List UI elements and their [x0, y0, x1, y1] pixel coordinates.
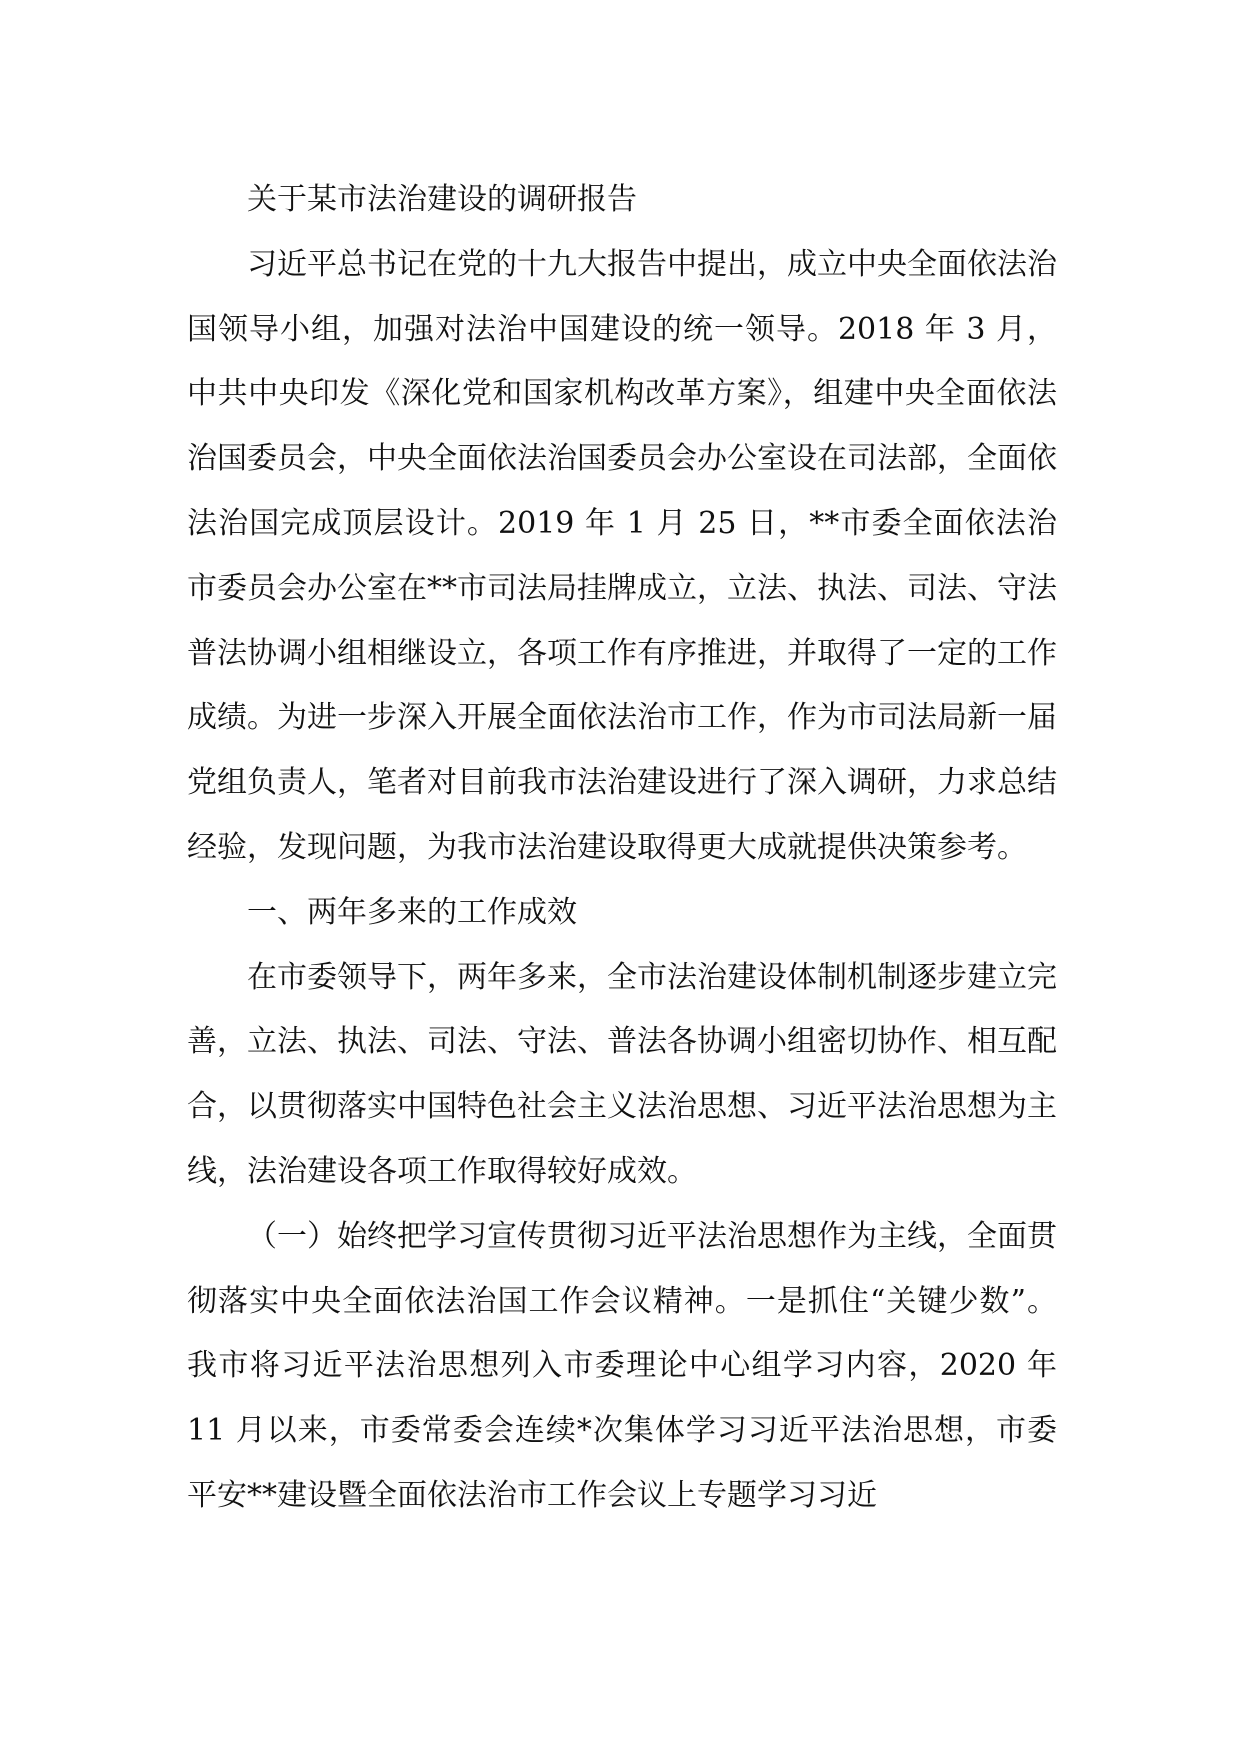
- paragraph-intro: 习近平总书记在党的十九大报告中提出，成立中央全面依法治国领导小组，加强对法治中国建设的统一领导。2018 年 3 月，中共中央印发《深化党和国家机构改革方案》，组建中央全面依法治国委员会，中央全面依法治国委员会办公室设在司法部，全面依法治国完成顶层设计。2019 年 1 月 25 日，**市委全面依法治市委员会办公室在**市司法局挂牌成立，立法、执法、司法、守法普法协调小组相继设立，各项工作有序推进，并取得了一定的工作成绩。为进一步深入开展全面依法治市工作，作为市司法局新一届党组负责人，笔者对目前我市法治建设进行了深入调研，力求总结经验，发现问题，为我市法治建设取得更大成就提供决策参考。: [187, 246, 1057, 865]
- paragraph-section-1-summary: 在市委领导下，两年多来，全市法治建设体制机制逐步建立完善，立法、执法、司法、守法、普法各协调小组密切协作、相互配合，以贯彻落实中国特色社会主义法治思想、习近平法治思想为主线，法治建设各项工作取得较好成效。: [187, 959, 1057, 1189]
- document-body: [187, 168, 1057, 1529]
- section-heading-1: 一、两年多来的工作成效: [247, 894, 577, 930]
- paragraph-subsection-1: （一）始终把学习宣传贯彻习近平法治思想作为主线，全面贯彻落实中央全面依法治国工作会议精神。一是抓住“关键少数”。我市将习近平法治思想列入市委理论中心组学习内容，2020 年 11 月以来，市委常委会连续*次集体学习习近平法治思想，市委平安**建设暨全面依法治市工作会议上专题学习习近: [187, 1218, 1057, 1513]
- document-title: 关于某市法治建设的调研报告: [247, 182, 637, 217]
